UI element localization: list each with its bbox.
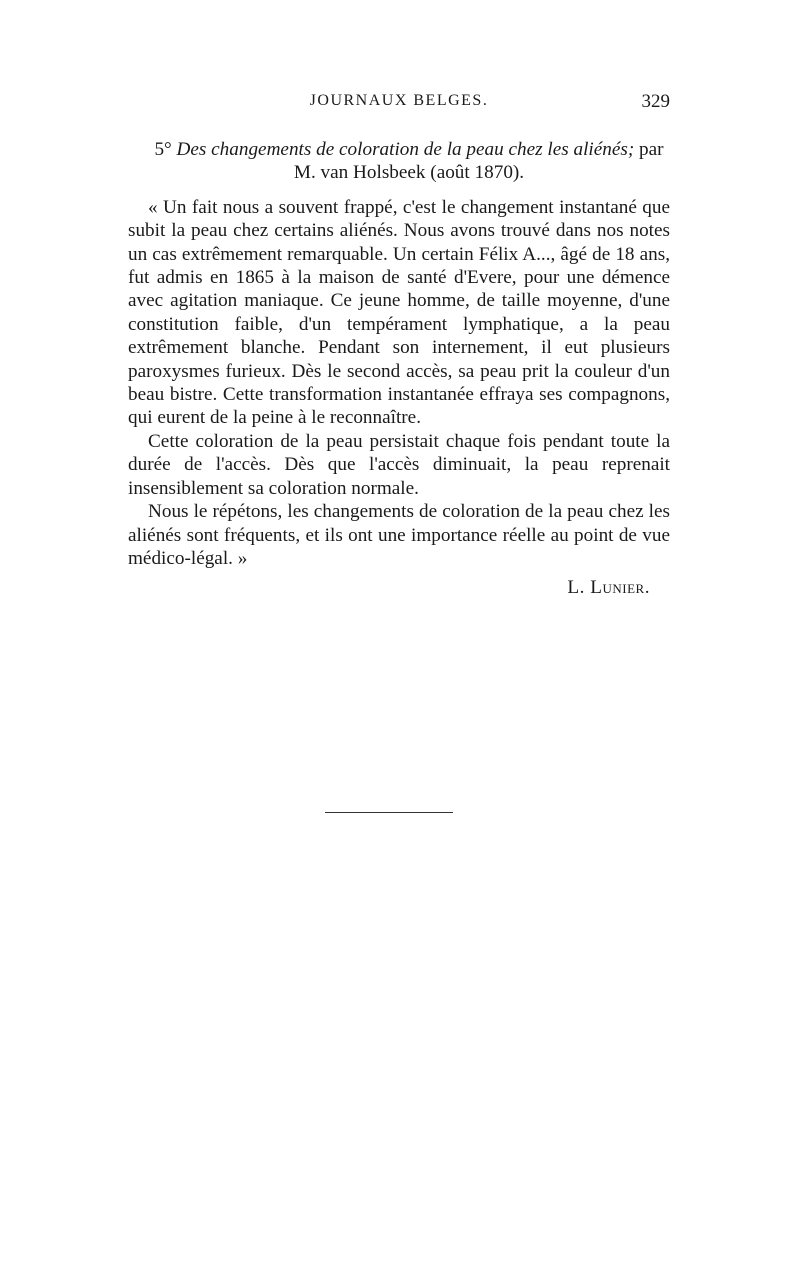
signature <box>128 576 670 599</box>
article-title: Des changements de coloration de la peau chez les aliénés; <box>176 139 635 160</box>
signature-initial: L. <box>567 577 585 599</box>
article-byline-par: par <box>639 139 664 160</box>
signature-surname: Lunier. <box>590 577 650 599</box>
article-author: M. van Holsbeek (août 1870). <box>293 162 525 184</box>
paragraph-3: Nous le répétons, les changements de coloration de la peau chez les aliénés sont fréquents, et ils ont une importance réelle au point de vue médico-légal. » <box>128 501 670 569</box>
running-head <box>128 92 670 116</box>
article-number: 5° <box>154 139 172 160</box>
end-rule <box>325 812 453 813</box>
running-title: JOURNAUX BELGES. <box>309 92 489 109</box>
paragraph-2: Cette coloration de la peau persistait chaque fois pendant toute la durée de l'accès. Dès que l'accès diminuait, la peau reprenait insensiblement sa coloration normale. <box>128 430 670 499</box>
page-number: 329 <box>641 91 670 112</box>
paragraph-1: « Un fait nous a souvent frappé, c'est le changement instantané que subit la peau chez certains aliénés. Nous avons trouvé dans nos notes un cas extrêmement remarquable. Un certain Félix A..., âgé de 18 ans, fut admis en 1865 à la maison de santé d'Evere, pour une démence avec agitation maniaque. Ce jeune homme, de taille moyenne, d'une constitution faible, d'un tempérament lymphatique, a la peau extrêmement blanche. Pendant son internement, il eut plusieurs paroxysmes furieux. Dès le second accès, sa peau prit la couleur d'un beau bistre. Cette transformation instantanée effraya ses compagnons, qui eurent de la peine à le reconnaître. <box>128 196 670 429</box>
article-heading <box>128 138 670 185</box>
body-text <box>128 138 670 600</box>
